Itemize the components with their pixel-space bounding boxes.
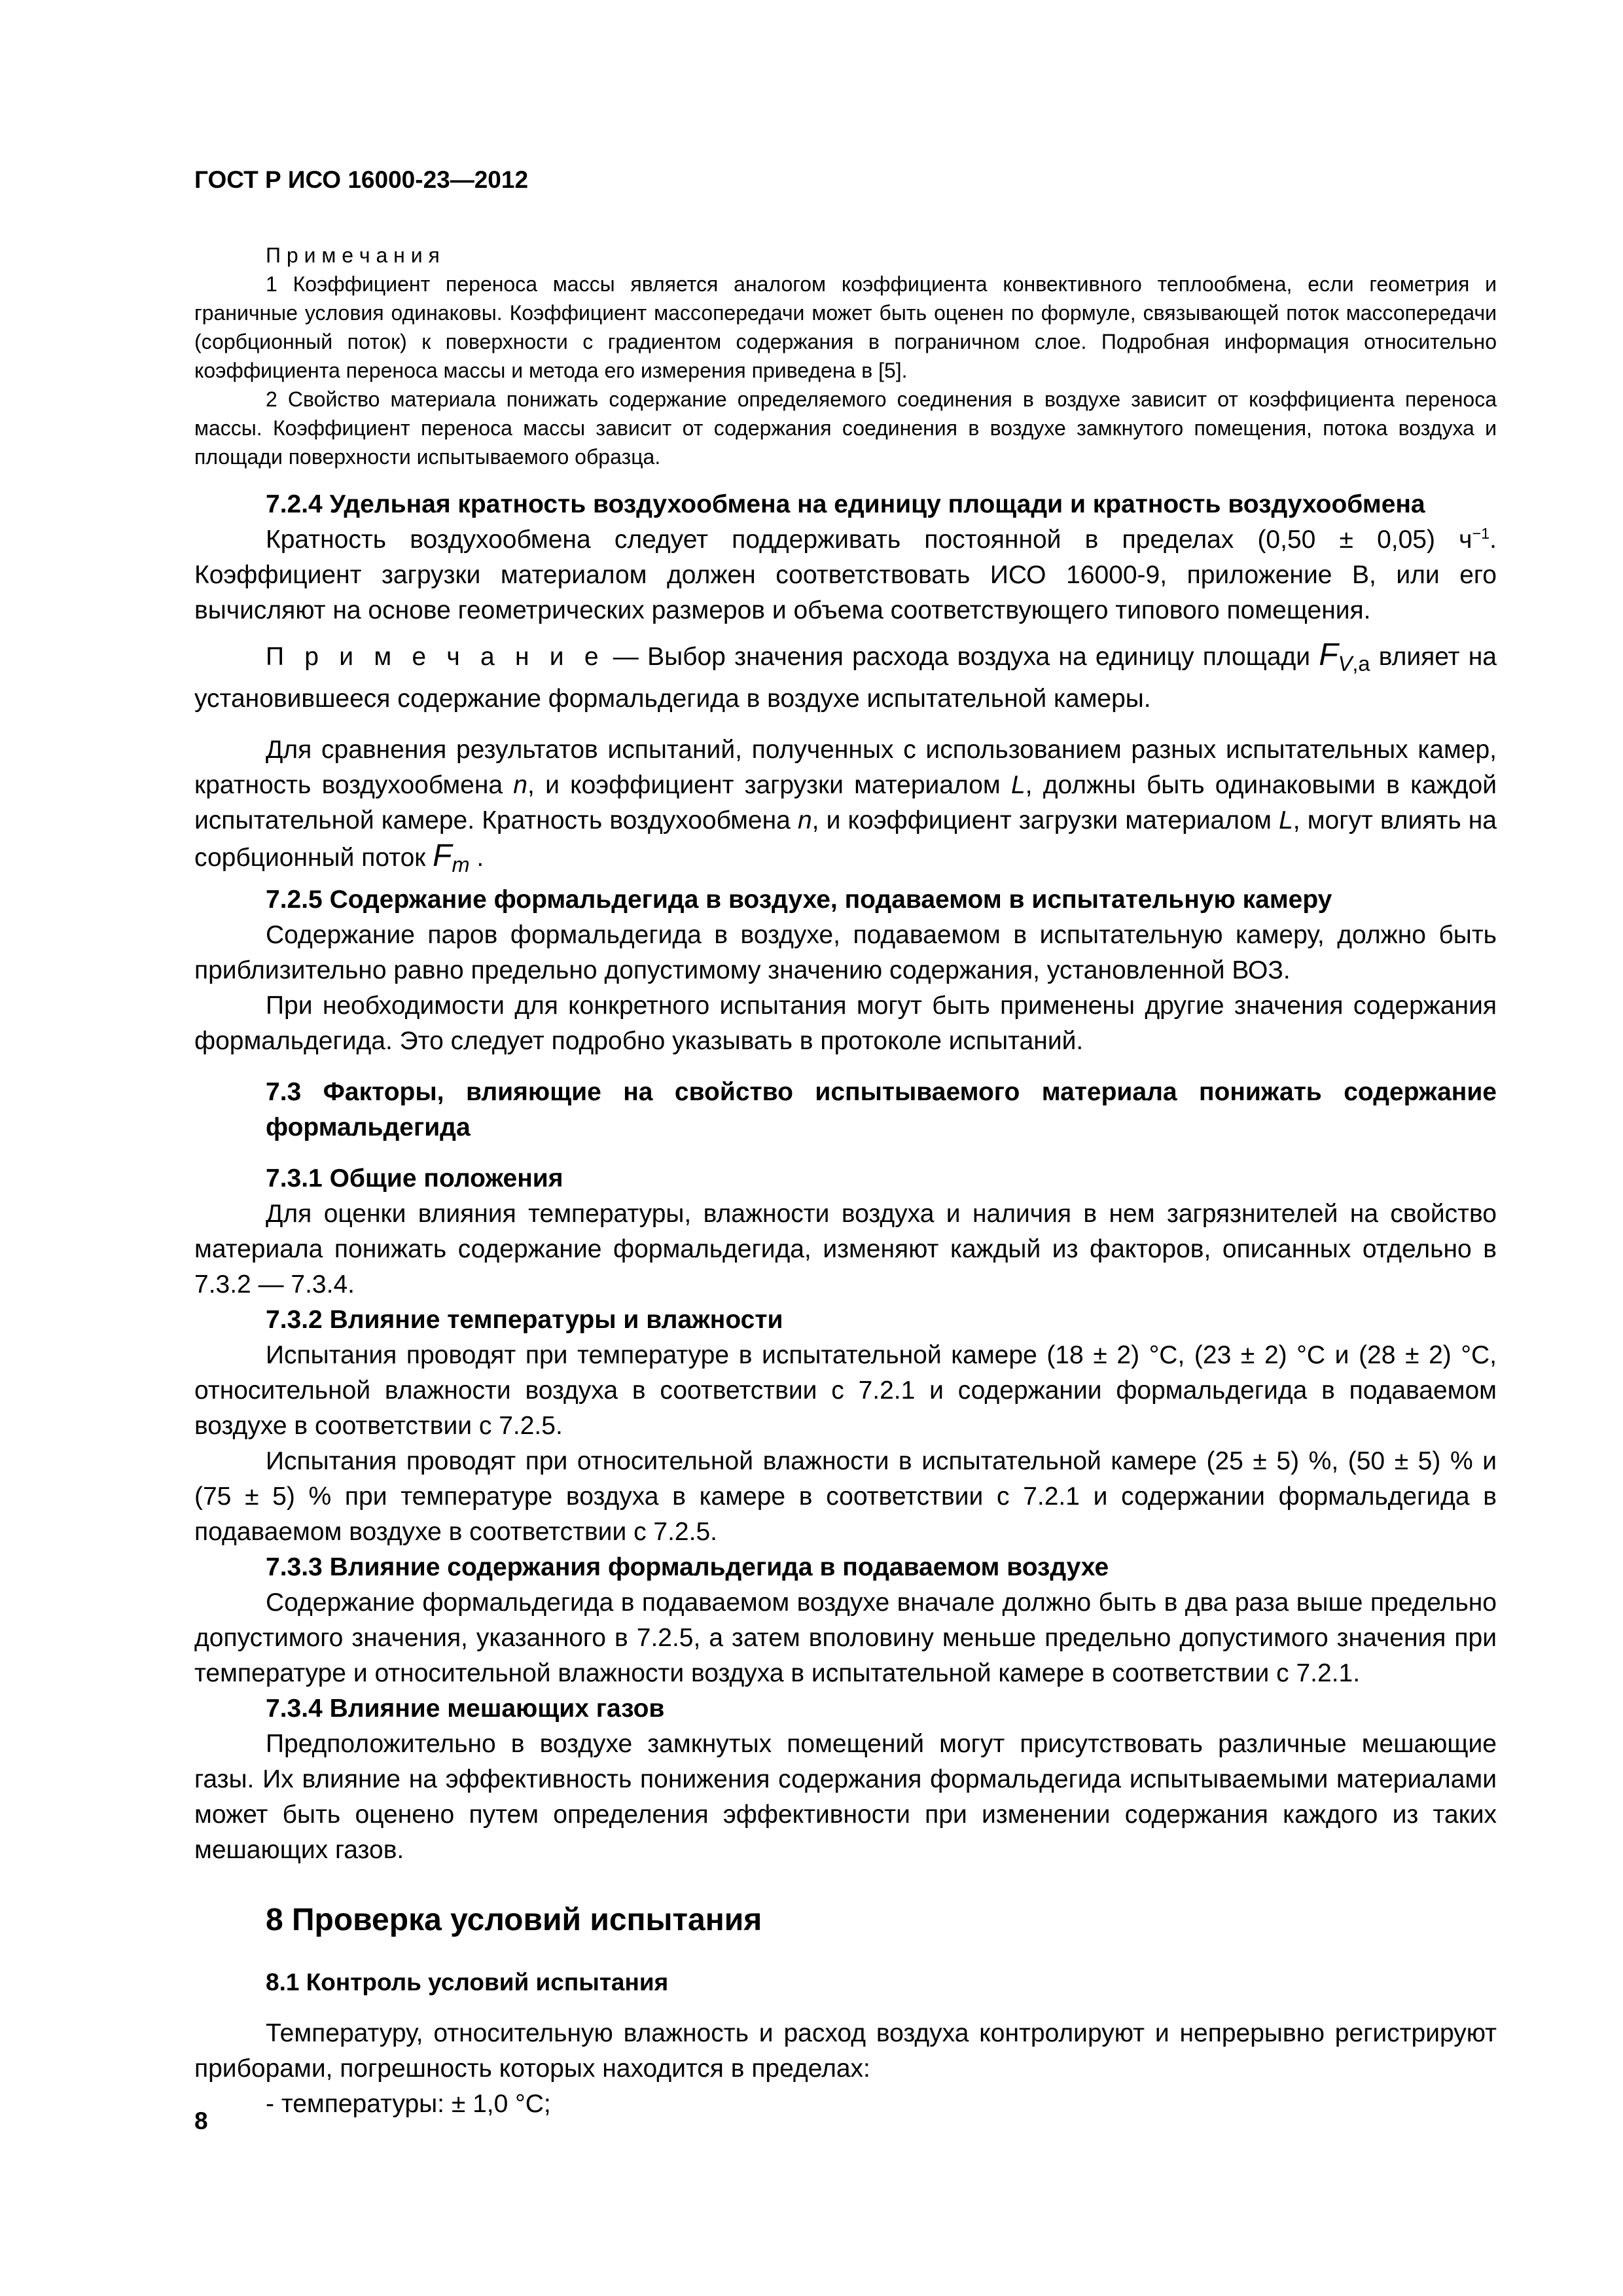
page-number: 8 (194, 2108, 208, 2134)
section-7-3-2-paragraph-2: Испытания проводят при относительной влажности в испытательной камере (25 ± 5) %, (50 ± 5) % и (75 ± 5) % при температуре воздуха в камере в соответствии с 7.2.1 и содержании формальдегида в подаваемом воздухе в соответствии с 7.2.5. (194, 1446, 1497, 1546)
page-content (194, 241, 1497, 2122)
section-8-1-heading: 8.1 Контроль условий испытания (266, 1968, 669, 1996)
notes-title: П р и м е ч а н и я (266, 243, 440, 267)
section-8-1-list-item-1: - температуры: ± 1,0 °С; (266, 2089, 551, 2118)
notes-block (194, 241, 1497, 471)
section-7-3-2-heading: 7.3.2 Влияние температуры и влажности (266, 1305, 783, 1334)
section-7-3-heading: 7.3 Факторы, влияющие на свойство испытываемого материала понижать содержание формальдегида (266, 1077, 1497, 1141)
section-7-3-2-paragraph-1: Испытания проводят при температуре в испытательной камере (18 ± 2) °С, (23 ± 2) °С и (28 ± 2) °С, относительной влажности воздуха в соответствии с 7.2.1 и содержании формальдегида в подаваемом воздухе в соответствии с 7.2.5. (194, 1340, 1497, 1440)
section-7-2-4-note: П р и м е ч а н и е — Выбор значения расхода воздуха на единицу площади $F_{V,a}$ влияет на установившееся содержание формальдегида в воздухе испытательной камеры. (194, 637, 1497, 713)
section-8-1-paragraph: Температуру, относительную влажность и расход воздуха контролируют и непрерывно регистрируют приборами, погрешность которых находится в пределах: (194, 2018, 1497, 2083)
note-item-2: 2 Свойство материала понижать содержание определяемого соединения в воздухе зависит от коэффициента переноса массы. Коэффициент переноса массы зависит от содержания соединения в воздухе замкнутого помещения, потока воздуха и площади поверхности испытываемого образца. (194, 387, 1497, 469)
section-7-2-4-paragraph-1: Кратность воздухообмена следует поддерживать постоянной в пределах (0,50 ± 0,05) $ч^{-1}$. Коэффициент загрузки материалом должен соответствовать ИСО 16000-9, приложение В, или его вычисляют на основе геометрических размеров и объема соответствующего типового помещения. (194, 525, 1497, 624)
section-7-3-4-heading: 7.3.4 Влияние мешающих газов (266, 1694, 665, 1723)
section-7-3-1-heading: 7.3.1 Общие положения (266, 1164, 563, 1193)
section-7-2-5-heading: 7.2.5 Содержание формальдегида в воздухе, подаваемом в испытательную камеру (266, 885, 1332, 914)
section-7-3-4-paragraph: Предположительно в воздухе замкнутых помещений могут присутствовать различные мешающие газы. Их влияние на эффективность понижения содержания формальдегида испытываемыми материалами может быть оценено путем определения эффективности при изменении содержания каждого из таких мешающих газов. (194, 1729, 1497, 1864)
section-8-heading: 8 Проверка условий испытания (266, 1902, 762, 1937)
section-7-2-4-heading: 7.2.4 Удельная кратность воздухообмена на единицу площади и кратность воздухообмена (266, 490, 1425, 518)
note-item-1: 1 Коэффициент переноса массы является аналогом коэффициента конвективного теплообмена, если геометрия и граничные условия одинаковы. Коэффициент массопередачи может быть оценен по формуле, связывающей поток массопередачи (сорбционный поток) к поверхности с градиентом содержания в пограничном слое. Подробная информация относительно коэффициента переноса массы и метода его измерения приведена в [5]. (194, 272, 1497, 382)
section-7-2-5-paragraph-2: При необходимости для конкретного испытания могут быть применены другие значения содержания формальдегида. Это следует подробно указывать в протоколе испытаний. (194, 991, 1497, 1055)
main-body (194, 487, 1497, 2122)
document-header: ГОСТ Р ИСО 16000-23—2012 (194, 166, 529, 193)
section-7-2-4-paragraph-2: Для сравнения результатов испытаний, полученных с использованием разных испытательных камер, кратность воздухообмена n, и коэффициент загрузки материалом L, должны быть одинаковыми в каждой испытательной камере. Кратность воздухообмена n, и коэффициент загрузки материалом L, могут влиять на сорбционный поток $F_m$ . (194, 735, 1497, 876)
section-7-3-1-paragraph: Для оценки влияния температуры, влажности воздуха и наличия в нем загрязнителей на свойство материала понижать содержание формальдегида, изменяют каждый из факторов, описанных отдельно в 7.3.2 — 7.3.4. (194, 1199, 1497, 1299)
section-7-3-3-paragraph: Содержание формальдегида в подаваемом воздухе вначале должно быть в два раза выше предельно допустимого значения, указанного в 7.2.5, а затем вполовину меньше предельно допустимого значения при температуре и относительной влажности воздуха в испытательной камере в соответствии с 7.2.1. (194, 1588, 1497, 1687)
section-7-2-5-paragraph-1: Содержание паров формальдегида в воздухе, подаваемом в испытательную камеру, должно быть приблизительно равно предельно допустимому значению содержания, установленной ВОЗ. (194, 920, 1497, 984)
section-7-3-3-heading: 7.3.3 Влияние содержания формальдегида в подаваемом воздухе (266, 1552, 1109, 1581)
